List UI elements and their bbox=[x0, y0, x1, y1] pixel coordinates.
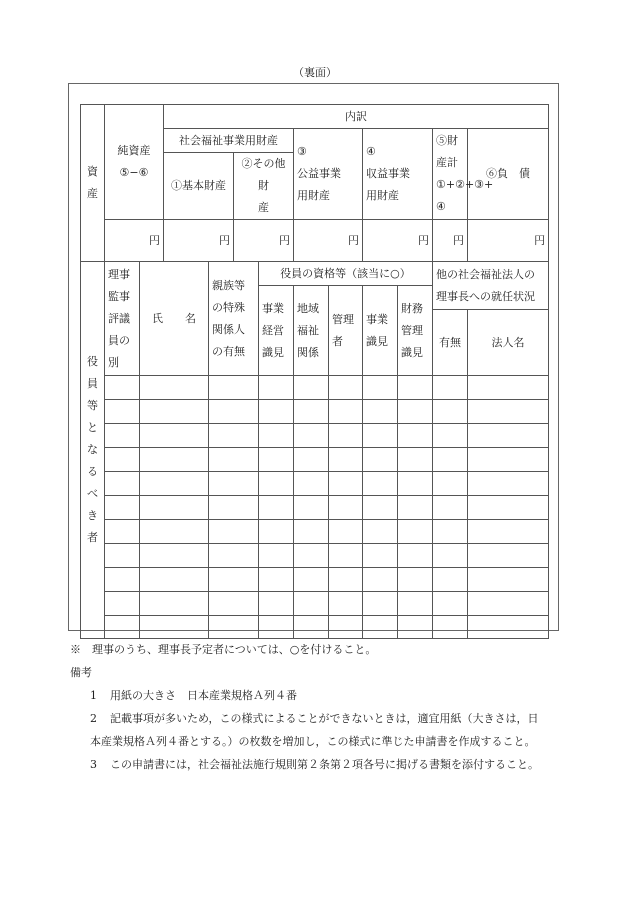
note-item bbox=[70, 707, 570, 730]
entry-qual-cell[interactable] bbox=[259, 376, 294, 400]
entry-corp-name-cell[interactable] bbox=[468, 544, 549, 568]
property-total-header: ⑤財産計 ①+②+③+ ④ bbox=[433, 129, 468, 220]
notes-heading: 備考 bbox=[70, 666, 92, 679]
entry-qual-cell[interactable] bbox=[259, 592, 294, 616]
entry-corp-name-cell[interactable] bbox=[468, 376, 549, 400]
entry-qual-cell[interactable] bbox=[329, 400, 363, 424]
entry-presence-cell[interactable] bbox=[433, 424, 468, 448]
entry-presence-cell[interactable] bbox=[433, 376, 468, 400]
notes-section bbox=[70, 638, 570, 776]
entry-corp-name-cell[interactable] bbox=[468, 568, 549, 592]
basic-property-header: ①基本財産 bbox=[164, 153, 234, 220]
assets-row-label: 資 産 bbox=[81, 105, 105, 262]
public-interest-property-header: ③ 公益事業 用財産 bbox=[294, 129, 363, 220]
breakdown-header: 内訳 bbox=[164, 105, 549, 129]
asterisk-note: ※ 理事のうち、理事長予定者については、○を付けること。 bbox=[70, 643, 377, 656]
entry-relative-cell[interactable] bbox=[209, 520, 259, 544]
entry-role-cell[interactable] bbox=[105, 376, 140, 400]
entry-qual-cell[interactable] bbox=[363, 424, 398, 448]
entry-qual-cell[interactable] bbox=[329, 376, 363, 400]
entry-qual-cell[interactable] bbox=[294, 472, 329, 496]
entry-qual-cell[interactable] bbox=[329, 616, 363, 639]
qual-business-insight: 事業 識見 bbox=[363, 286, 398, 376]
entry-qual-cell[interactable] bbox=[363, 544, 398, 568]
entry-role-cell[interactable] bbox=[105, 592, 140, 616]
page-title: （裏面） bbox=[293, 66, 337, 79]
entry-qual-cell[interactable] bbox=[398, 424, 433, 448]
other-property-yen: 円 bbox=[234, 220, 294, 262]
note-number: 3 bbox=[90, 758, 97, 771]
entry-qual-cell[interactable] bbox=[363, 568, 398, 592]
entry-presence-cell[interactable] bbox=[433, 496, 468, 520]
entry-relative-cell[interactable] bbox=[209, 448, 259, 472]
entry-qual-cell[interactable] bbox=[259, 520, 294, 544]
entry-presence-cell[interactable] bbox=[433, 616, 468, 639]
entry-relative-cell[interactable] bbox=[209, 400, 259, 424]
other-corp-header: 他の社会福祉法人の 理事長への就任状況 bbox=[433, 262, 549, 310]
entry-relative-cell[interactable] bbox=[209, 424, 259, 448]
entry-qual-cell[interactable] bbox=[363, 496, 398, 520]
entry-name-cell[interactable] bbox=[140, 544, 209, 568]
profit-business-property-header: ④ 収益事業 用財産 bbox=[363, 129, 433, 220]
corp-name-header: 法人名 bbox=[468, 310, 549, 376]
entry-name-cell[interactable] bbox=[140, 448, 209, 472]
qual-business-management: 事業 経営 識見 bbox=[259, 286, 294, 376]
note-continuation: 本産業規格Ａ列４番とする。）の枚数を増加し，この様式に準じた申請書を作成すること。 bbox=[90, 735, 536, 748]
entry-qual-cell[interactable] bbox=[294, 592, 329, 616]
entry-corp-name-cell[interactable] bbox=[468, 448, 549, 472]
entry-qual-cell[interactable] bbox=[294, 544, 329, 568]
entry-qual-cell[interactable] bbox=[259, 472, 294, 496]
public-interest-yen: 円 bbox=[294, 220, 363, 262]
entry-qual-cell[interactable] bbox=[329, 496, 363, 520]
entry-name-cell[interactable] bbox=[140, 496, 209, 520]
entry-role-cell[interactable] bbox=[105, 616, 140, 639]
entry-qual-cell[interactable] bbox=[398, 472, 433, 496]
entry-qual-cell[interactable] bbox=[398, 568, 433, 592]
entry-qual-cell[interactable] bbox=[363, 472, 398, 496]
entry-qual-cell[interactable] bbox=[398, 592, 433, 616]
entry-qual-cell[interactable] bbox=[398, 496, 433, 520]
entry-qual-cell[interactable] bbox=[294, 616, 329, 639]
entry-presence-cell[interactable] bbox=[433, 520, 468, 544]
entry-qual-cell[interactable] bbox=[294, 448, 329, 472]
entry-role-cell[interactable] bbox=[105, 448, 140, 472]
entry-qual-cell[interactable] bbox=[363, 520, 398, 544]
entry-qual-cell[interactable] bbox=[259, 568, 294, 592]
entry-relative-cell[interactable] bbox=[209, 472, 259, 496]
entry-corp-name-cell[interactable] bbox=[468, 616, 549, 639]
entry-relative-cell[interactable] bbox=[209, 376, 259, 400]
entry-qual-cell[interactable] bbox=[363, 592, 398, 616]
entry-name-cell[interactable] bbox=[140, 400, 209, 424]
entry-qual-cell[interactable] bbox=[398, 616, 433, 639]
entry-corp-name-cell[interactable] bbox=[468, 424, 549, 448]
entry-name-cell[interactable] bbox=[140, 472, 209, 496]
relative-status-header: 親族等 の特殊 関係人 の有無 bbox=[209, 262, 259, 376]
entry-corp-name-cell[interactable] bbox=[468, 400, 549, 424]
liabilities-yen: 円 bbox=[468, 220, 549, 262]
entry-qual-cell[interactable] bbox=[294, 424, 329, 448]
note-text: この申請書には，社会福祉法施行規則第２条第２項各号に掲げる書類を添付すること。 bbox=[110, 758, 539, 771]
entry-name-cell[interactable] bbox=[140, 376, 209, 400]
entry-role-cell[interactable] bbox=[105, 424, 140, 448]
entry-relative-cell[interactable] bbox=[209, 544, 259, 568]
entry-qual-cell[interactable] bbox=[363, 400, 398, 424]
application-table bbox=[80, 104, 549, 639]
entry-qual-cell[interactable] bbox=[329, 568, 363, 592]
entry-name-cell[interactable] bbox=[140, 568, 209, 592]
note-text: 記載事項が多いため，この様式によることができないときは，適宜用紙（大きさは，日 bbox=[110, 712, 539, 725]
entry-qual-cell[interactable] bbox=[294, 568, 329, 592]
entry-qual-cell[interactable] bbox=[329, 592, 363, 616]
entry-qual-cell[interactable] bbox=[294, 496, 329, 520]
entry-relative-cell[interactable] bbox=[209, 496, 259, 520]
entry-qual-cell[interactable] bbox=[398, 400, 433, 424]
social-welfare-property-header: 社会福祉事業用財産 bbox=[164, 129, 294, 153]
entry-relative-cell[interactable] bbox=[209, 592, 259, 616]
note-item bbox=[70, 684, 570, 707]
entry-corp-name-cell[interactable] bbox=[468, 520, 549, 544]
qual-financial-management: 財務 管理 識見 bbox=[398, 286, 433, 376]
entry-qual-cell[interactable] bbox=[294, 520, 329, 544]
entry-presence-cell[interactable] bbox=[433, 472, 468, 496]
property-total-yen: 円 bbox=[433, 220, 468, 262]
entry-corp-name-cell[interactable] bbox=[468, 496, 549, 520]
note-number: 2 bbox=[90, 712, 97, 725]
note-item bbox=[70, 753, 570, 776]
entry-corp-name-cell[interactable] bbox=[468, 592, 549, 616]
officer-role-header: 理事 監事 評議 員の 別 bbox=[105, 262, 140, 376]
entry-qual-cell[interactable] bbox=[259, 496, 294, 520]
entry-qual-cell[interactable] bbox=[329, 520, 363, 544]
entry-role-cell[interactable] bbox=[105, 544, 140, 568]
presence-header: 有無 bbox=[433, 310, 468, 376]
entry-qual-cell[interactable] bbox=[363, 376, 398, 400]
entry-qual-cell[interactable] bbox=[329, 472, 363, 496]
entry-qual-cell[interactable] bbox=[329, 544, 363, 568]
entry-qual-cell[interactable] bbox=[398, 544, 433, 568]
entry-qual-cell[interactable] bbox=[259, 424, 294, 448]
entry-qual-cell[interactable] bbox=[259, 448, 294, 472]
entry-role-cell[interactable] bbox=[105, 496, 140, 520]
entry-name-cell[interactable] bbox=[140, 424, 209, 448]
entry-presence-cell[interactable] bbox=[433, 448, 468, 472]
entry-relative-cell[interactable] bbox=[209, 616, 259, 639]
net-assets-header: 純資産 ⑤−⑥ bbox=[105, 105, 164, 220]
entry-corp-name-cell[interactable] bbox=[468, 472, 549, 496]
qualification-header: 役員の資格等（該当に○） bbox=[259, 262, 433, 286]
entry-qual-cell[interactable] bbox=[259, 544, 294, 568]
entry-qual-cell[interactable] bbox=[398, 520, 433, 544]
entry-relative-cell[interactable] bbox=[209, 568, 259, 592]
entry-qual-cell[interactable] bbox=[329, 448, 363, 472]
entry-qual-cell[interactable] bbox=[329, 424, 363, 448]
entry-presence-cell[interactable] bbox=[433, 592, 468, 616]
entry-presence-cell[interactable] bbox=[433, 568, 468, 592]
net-assets-yen: 円 bbox=[105, 220, 164, 262]
entry-presence-cell[interactable] bbox=[433, 544, 468, 568]
profit-business-yen: 円 bbox=[363, 220, 433, 262]
entry-qual-cell[interactable] bbox=[294, 400, 329, 424]
other-property-header: ②その他財 産 bbox=[234, 153, 294, 220]
entry-name-cell[interactable] bbox=[140, 616, 209, 639]
entry-role-cell[interactable] bbox=[105, 400, 140, 424]
entry-qual-cell[interactable] bbox=[363, 616, 398, 639]
entry-presence-cell[interactable] bbox=[433, 400, 468, 424]
qual-administrator: 管理 者 bbox=[329, 286, 363, 376]
entry-qual-cell[interactable] bbox=[398, 448, 433, 472]
entry-role-cell[interactable] bbox=[105, 472, 140, 496]
entry-name-cell[interactable] bbox=[140, 592, 209, 616]
note-number: 1 bbox=[90, 689, 97, 702]
note-text: 用紙の大きさ 日本産業規格Ａ列４番 bbox=[110, 689, 297, 702]
entry-qual-cell[interactable] bbox=[294, 376, 329, 400]
entry-qual-cell[interactable] bbox=[259, 400, 294, 424]
entry-qual-cell[interactable] bbox=[398, 376, 433, 400]
liabilities-header: ⑥負 債 bbox=[468, 129, 549, 220]
entry-qual-cell[interactable] bbox=[363, 448, 398, 472]
qual-regional-welfare: 地域 福祉 関係 bbox=[294, 286, 329, 376]
entry-role-cell[interactable] bbox=[105, 520, 140, 544]
basic-property-yen: 円 bbox=[164, 220, 234, 262]
entry-role-cell[interactable] bbox=[105, 568, 140, 592]
entry-name-cell[interactable] bbox=[140, 520, 209, 544]
officer-name-header: 氏 名 bbox=[140, 262, 209, 376]
officers-row-label: 役 員 等 と な る べ き 者 bbox=[81, 262, 105, 639]
entry-qual-cell[interactable] bbox=[259, 616, 294, 639]
